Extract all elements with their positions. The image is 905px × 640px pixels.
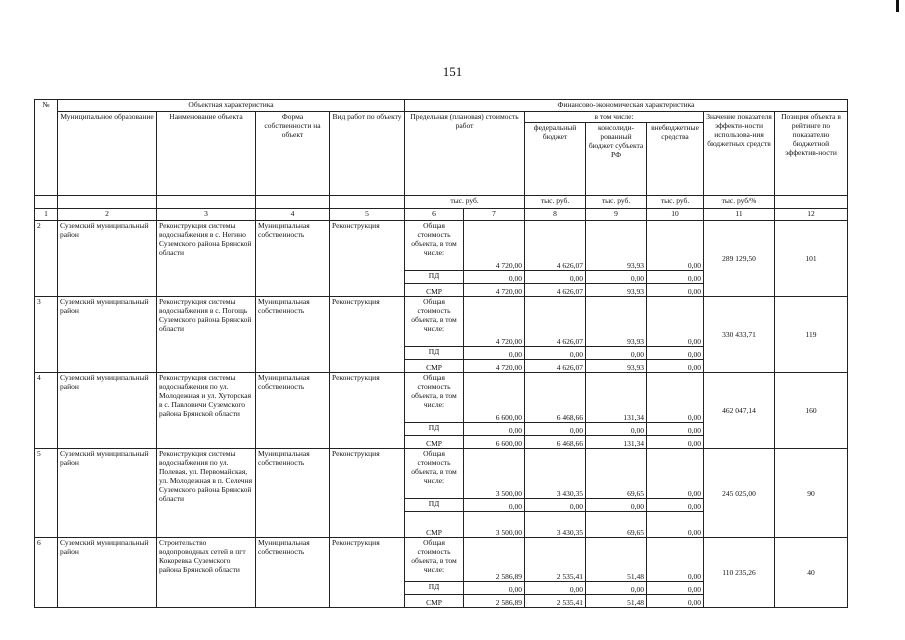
header-consolidated: консолиди-рованный бюджет субъекта РФ — [586, 123, 647, 196]
header-rank: Позиция объекта в рейтинге по показателю бюджетной эффектив-ности — [775, 112, 848, 196]
smr-value-cell: 0,00 — [647, 512, 704, 538]
total-value-cell: 3 500,00 — [464, 449, 525, 499]
total-value-cell: 2 535,41 — [525, 538, 586, 582]
smr-value-cell: 3 500,00 — [464, 512, 525, 538]
object-name-cell: Реконструкция системы водоснабжения по ул. Полевая, ул. Первомайская, ул. Молодежная в п. Селечня Суземского района Брянской области — [157, 449, 256, 538]
smr-value-cell: 93,93 — [586, 360, 647, 373]
total-label-cell: Общая стоимость объекта, в том числе: — [405, 373, 464, 423]
smr-label-cell: СМР — [405, 595, 464, 608]
pd-value-cell: 0,00 — [464, 582, 525, 595]
header-max-cost: Предельная (плановая) стоимость работ — [405, 112, 525, 196]
smr-value-cell: 4 626,07 — [525, 284, 586, 297]
row-number: 4 — [35, 373, 58, 449]
pd-value-cell: 0,00 — [525, 499, 586, 512]
edge-mark — [896, 0, 899, 12]
col-number: 7 — [464, 209, 525, 221]
smr-value-cell: 4 720,00 — [464, 284, 525, 297]
total-value-cell: 4 626,07 — [525, 297, 586, 347]
total-value-cell: 93,93 — [586, 221, 647, 271]
header-object-name: Наименование объекта — [157, 112, 256, 196]
work-type-cell: Реконструкция — [330, 297, 405, 373]
col-number: 9 — [586, 209, 647, 221]
col-number: 3 — [157, 209, 256, 221]
efficiency-cell: 330 433,71 — [704, 297, 775, 373]
ownership-cell: Муниципальная собственность — [256, 538, 330, 608]
smr-label-cell: СМР — [405, 284, 464, 297]
smr-value-cell: 0,00 — [647, 360, 704, 373]
smr-value-cell: 4 720,00 — [464, 360, 525, 373]
object-name-cell: Реконструкция системы водоснабжения в с. Негино Суземского района Брянской области — [157, 221, 256, 297]
ownership-cell: Муниципальная собственность — [256, 373, 330, 449]
total-value-cell: 3 430,35 — [525, 449, 586, 499]
header-efficiency: Значение показателя эффекти-ности использова-ния бюджетных средств — [704, 112, 775, 196]
unit-cell: тыс. руб. — [647, 196, 704, 209]
ownership-cell: Муниципальная собственность — [256, 449, 330, 538]
unit-cell: тыс. руб. — [586, 196, 647, 209]
table-row — [35, 538, 848, 582]
financial-table — [34, 99, 848, 608]
pd-label-cell: ПД — [405, 582, 464, 595]
header-extrabudget: внебюджетные средства — [647, 123, 704, 196]
table-row — [35, 221, 848, 271]
municipality-cell: Суземский муниципальный район — [58, 221, 157, 297]
total-value-cell: 6 468,66 — [525, 373, 586, 423]
header-federal: федеральный бюджет — [525, 123, 586, 196]
object-name-cell: Реконструкция системы водоснабжения в с. Погощь Суземского района Брянской области — [157, 297, 256, 373]
pd-value-cell: 0,00 — [525, 423, 586, 436]
smr-value-cell: 2 535,41 — [525, 595, 586, 608]
smr-label-cell: СМР — [405, 512, 464, 538]
rank-cell: 119 — [775, 297, 848, 373]
municipality-cell: Суземский муниципальный район — [58, 449, 157, 538]
header-no: № — [35, 100, 58, 196]
efficiency-cell: 462 047,14 — [704, 373, 775, 449]
table-row — [35, 297, 848, 347]
col-number: 1 — [35, 209, 58, 221]
total-value-cell: 51,48 — [586, 538, 647, 582]
municipality-cell: Суземский муниципальный район — [58, 538, 157, 608]
pd-value-cell: 0,00 — [586, 499, 647, 512]
total-value-cell: 0,00 — [647, 373, 704, 423]
total-label-cell: Общая стоимость объекта, в том числе: — [405, 449, 464, 499]
smr-value-cell: 0,00 — [647, 436, 704, 449]
smr-value-cell: 93,93 — [586, 284, 647, 297]
municipality-cell: Суземский муниципальный район — [58, 297, 157, 373]
total-value-cell: 4 720,00 — [464, 297, 525, 347]
municipality-cell: Суземский муниципальный район — [58, 373, 157, 449]
col-number: 11 — [704, 209, 775, 221]
table-header — [35, 100, 848, 221]
smr-value-cell: 0,00 — [647, 595, 704, 608]
rank-cell: 101 — [775, 221, 848, 297]
header-object-characteristic: Объектная характеристика — [58, 100, 405, 112]
smr-value-cell: 6 468,66 — [525, 436, 586, 449]
total-value-cell: 0,00 — [647, 221, 704, 271]
pd-value-cell: 0,00 — [525, 347, 586, 360]
total-value-cell: 4 626,07 — [525, 221, 586, 271]
pd-label-cell: ПД — [405, 271, 464, 284]
header-work-type: Вид работ по объекту — [330, 112, 405, 196]
col-number: 4 — [256, 209, 330, 221]
total-value-cell: 0,00 — [647, 297, 704, 347]
col-number: 8 — [525, 209, 586, 221]
ownership-cell: Муниципальная собственность — [256, 297, 330, 373]
efficiency-cell: 110 235,26 — [704, 538, 775, 608]
pd-value-cell: 0,00 — [525, 582, 586, 595]
col-number: 10 — [647, 209, 704, 221]
pd-value-cell: 0,00 — [647, 271, 704, 284]
pd-label-cell: ПД — [405, 347, 464, 360]
table-row — [35, 373, 848, 423]
col-number: 6 — [405, 209, 464, 221]
pd-label-cell: ПД — [405, 499, 464, 512]
pd-value-cell: 0,00 — [464, 423, 525, 436]
work-type-cell: Реконструкция — [330, 449, 405, 538]
smr-value-cell: 51,48 — [586, 595, 647, 608]
table-body — [35, 221, 848, 608]
header-municipality: Муниципальное образование — [58, 112, 157, 196]
pd-value-cell: 0,00 — [464, 271, 525, 284]
total-value-cell: 6 600,00 — [464, 373, 525, 423]
rank-cell: 40 — [775, 538, 848, 608]
pd-value-cell: 0,00 — [586, 271, 647, 284]
object-name-cell: Строительство водопроводных сетей в пгт Кокоревка Суземского района Брянской области — [157, 538, 256, 608]
smr-label-cell: СМР — [405, 360, 464, 373]
efficiency-cell: 289 129,50 — [704, 221, 775, 297]
pd-value-cell: 0,00 — [647, 582, 704, 595]
table-row — [35, 449, 848, 499]
header-including: в том числе: — [525, 112, 704, 123]
unit-cell: тыс. руб. — [405, 196, 525, 209]
work-type-cell: Реконструкция — [330, 538, 405, 608]
pd-value-cell: 0,00 — [647, 347, 704, 360]
smr-label-cell: СМР — [405, 436, 464, 449]
object-name-cell: Реконструкция системы водоснабжения по ул. Молодежная и ул. Хуторская в с. Павловичи Суземского района Брянской области — [157, 373, 256, 449]
page-number: 151 — [442, 64, 463, 79]
pd-value-cell: 0,00 — [647, 423, 704, 436]
row-number: 6 — [35, 538, 58, 608]
unit-cell: тыс. руб. — [525, 196, 586, 209]
total-value-cell: 2 586,89 — [464, 538, 525, 582]
total-value-cell: 131,34 — [586, 373, 647, 423]
efficiency-cell: 245 025,00 — [704, 449, 775, 538]
total-value-cell: 0,00 — [647, 538, 704, 582]
ownership-cell: Муниципальная собственность — [256, 221, 330, 297]
rank-cell: 90 — [775, 449, 848, 538]
smr-value-cell: 69,65 — [586, 512, 647, 538]
smr-value-cell: 131,34 — [586, 436, 647, 449]
smr-value-cell: 3 430,35 — [525, 512, 586, 538]
unit-cell: тыс. руб/% — [704, 196, 775, 209]
total-value-cell: 4 720,00 — [464, 221, 525, 271]
total-label-cell: Общая стоимость объекта, в том числе: — [405, 297, 464, 347]
header-financial-characteristic: Финансово-экономическая характеристика — [405, 100, 848, 112]
total-label-cell: Общая стоимость объекта, в том числе: — [405, 221, 464, 271]
total-value-cell: 69,65 — [586, 449, 647, 499]
row-number: 3 — [35, 297, 58, 373]
row-number: 5 — [35, 449, 58, 538]
pd-label-cell: ПД — [405, 423, 464, 436]
units-row — [35, 196, 848, 209]
column-numbers-row — [35, 209, 848, 221]
work-type-cell: Реконструкция — [330, 373, 405, 449]
pd-value-cell: 0,00 — [647, 499, 704, 512]
pd-value-cell: 0,00 — [586, 582, 647, 595]
col-number: 2 — [58, 209, 157, 221]
total-value-cell: 93,93 — [586, 297, 647, 347]
row-number: 2 — [35, 221, 58, 297]
smr-value-cell: 2 586,89 — [464, 595, 525, 608]
pd-value-cell: 0,00 — [525, 271, 586, 284]
rank-cell: 160 — [775, 373, 848, 449]
header-ownership: Форма собственности на объект — [256, 112, 330, 196]
pd-value-cell: 0,00 — [586, 347, 647, 360]
pd-value-cell: 0,00 — [586, 423, 647, 436]
work-type-cell: Реконструкция — [330, 221, 405, 297]
smr-value-cell: 6 600,00 — [464, 436, 525, 449]
total-value-cell: 0,00 — [647, 449, 704, 499]
smr-value-cell: 0,00 — [647, 284, 704, 297]
pd-value-cell: 0,00 — [464, 347, 525, 360]
pd-value-cell: 0,00 — [464, 499, 525, 512]
smr-value-cell: 4 626,07 — [525, 360, 586, 373]
total-label-cell: Общая стоимость объекта, в том числе: — [405, 538, 464, 582]
col-number: 5 — [330, 209, 405, 221]
col-number: 12 — [775, 209, 848, 221]
